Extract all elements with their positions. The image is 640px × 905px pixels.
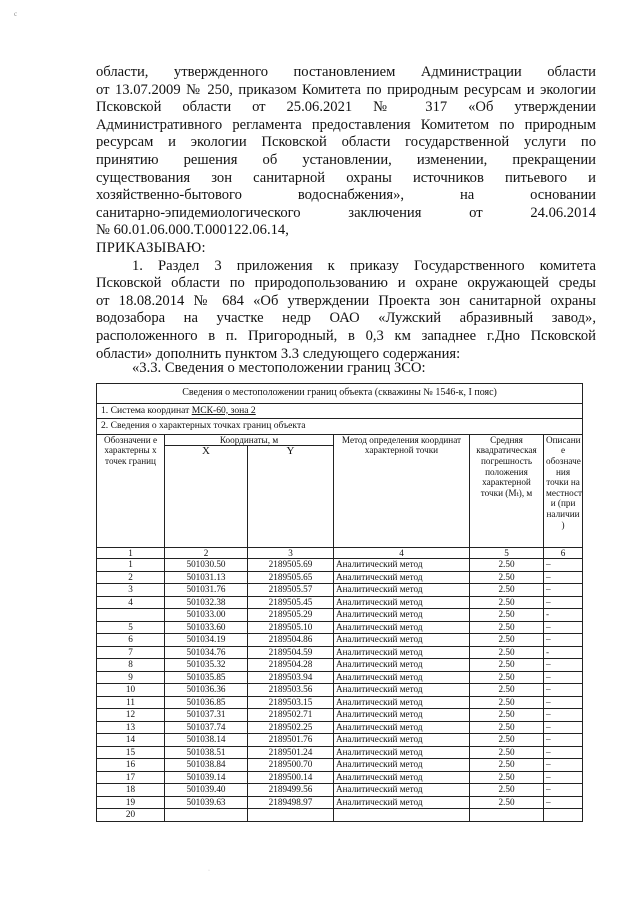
table-row [97,734,583,747]
point-number-cell: 7 [97,646,165,659]
method-cell: Аналитический метод [334,671,470,684]
description-cell: - [544,646,583,659]
y-coordinate-cell: 2189505.45 [248,596,334,609]
table-row [97,671,583,684]
table-body [97,559,583,822]
order-word: ПРИКАЗЫВАЮ: [96,239,206,256]
y-coordinate-cell: 2189504.59 [248,646,334,659]
method-cell: Аналитический метод [334,621,470,634]
y-coordinate-cell: 2189503.56 [248,684,334,697]
y-coordinate-cell: 2189505.65 [248,571,334,584]
table-row [97,584,583,597]
method-cell: Аналитический метод [334,734,470,747]
preamble-line: области, утвержденного постановлением Администрации области [96,64,596,80]
description-cell: – [544,621,583,634]
description-cell: – [544,721,583,734]
y-coordinate-cell: 2189500.14 [248,771,334,784]
y-coordinate-cell: 2189505.10 [248,621,334,634]
description-cell: – [544,771,583,784]
y-coordinate-cell: 2189503.94 [248,671,334,684]
error-cell: 2.50 [470,734,544,747]
error-cell: 2.50 [470,596,544,609]
method-cell: Аналитический метод [334,796,470,809]
error-cell: 2.50 [470,584,544,597]
error-cell: 2.50 [470,709,544,722]
scan-bottom-mark: · [208,868,210,874]
table-row [97,796,583,809]
x-coordinate-cell: 501035.85 [165,671,248,684]
table-row [97,809,583,822]
point-number-cell: 11 [97,696,165,709]
y-coordinate-cell: 2189505.29 [248,609,334,622]
table-row [97,721,583,734]
table-row [97,759,583,772]
table-row [97,559,583,572]
method-cell: Аналитический метод [334,746,470,759]
error-cell: 2.50 [470,746,544,759]
header-description: Описани е обозначе ния точки на местност и (при наличии ) [544,434,583,547]
method-cell: Аналитический метод [334,759,470,772]
description-cell: – [544,671,583,684]
error-cell: 2.50 [470,721,544,734]
coordinate-system-label: 1. Система координат [101,404,192,416]
x-coordinate-cell: 501038.84 [165,759,248,772]
description-cell: – [544,784,583,797]
preamble-line: Административного регламента предоставления Комитетом по природным [96,116,596,133]
point-number-cell: 1 [97,559,165,572]
scan-corner-mark: с [14,10,18,18]
table-row [97,609,583,622]
table-row [97,684,583,697]
column-number: 2 [165,547,248,559]
table-row [97,784,583,797]
x-coordinate-cell: 501034.76 [165,646,248,659]
method-cell: Аналитический метод [334,571,470,584]
description-cell: – [544,571,583,584]
error-cell: 2.50 [470,796,544,809]
y-coordinate-cell: 2189502.25 [248,721,334,734]
error-cell: 2.50 [470,659,544,672]
error-cell: 2.50 [470,609,544,622]
x-coordinate-cell: 501034.19 [165,634,248,647]
column-number: 3 [248,547,334,559]
point-number-cell: 10 [97,684,165,697]
point-number-cell: 9 [97,671,165,684]
preamble-line: Псковской области от 25.06.2021 № 317 «Об утверждении [96,99,596,116]
point-number-cell: 12 [97,709,165,722]
table-row [97,746,583,759]
y-coordinate-cell: 2189503.15 [248,696,334,709]
item1-line: расположенного в п. Пригородный, в 0,3 км западнее г.Дно Псковской [96,327,596,344]
header-error: Средняя квадратическая погрешность положения характерной точки (Мₜ), м [470,434,544,547]
preamble-text [96,64,596,363]
x-coordinate-cell: 501036.36 [165,684,248,697]
error-cell: 2.50 [470,784,544,797]
x-coordinate-cell: 501033.60 [165,621,248,634]
description-cell: – [544,634,583,647]
error-cell: 2.50 [470,671,544,684]
point-number-cell: 5 [97,621,165,634]
point-number-cell: 8 [97,659,165,672]
table-row [97,659,583,672]
preamble-line: санитарно-эпидемиологического заключения от 24.06.2014 [96,204,596,221]
x-coordinate-cell: 501038.51 [165,746,248,759]
y-coordinate-cell [248,809,334,822]
point-number-cell: 17 [97,771,165,784]
x-coordinate-cell: 501038.14 [165,734,248,747]
description-cell: – [544,734,583,747]
preamble-line: принятию решения об установлении, изменении, прекращении [96,151,596,168]
method-cell: Аналитический метод [334,559,470,572]
method-cell: Аналитический метод [334,709,470,722]
preamble-line: № 60.01.06.000.Т.000122.06.14, [96,222,289,239]
y-coordinate-cell: 2189498.97 [248,796,334,809]
header-y: Y [248,446,334,547]
description-cell: – [544,759,583,772]
table-row [97,571,583,584]
method-cell: Аналитический метод [334,659,470,672]
section-title: «3.3. Сведения о местоположении границ ЗСО: [132,360,426,376]
item1-line: Псковской области по природопользованию и охране окружающей среды [96,275,596,292]
item1-line: от 18.08.2014 № 684 «Об утверждении Проекта зон санитарной охраны [96,292,596,309]
method-cell: Аналитический метод [334,646,470,659]
point-number-cell: 3 [97,584,165,597]
point-number-cell: 16 [97,759,165,772]
description-cell: – [544,746,583,759]
point-number-cell: 15 [97,746,165,759]
x-coordinate-cell: 501030.50 [165,559,248,572]
table-row [97,596,583,609]
description-cell: – [544,596,583,609]
coordinate-system-value: МСК-60, зона 2 [191,404,256,416]
x-coordinate-cell: 501039.40 [165,784,248,797]
header-point-designation: Обозначени е характерны х точек границ [97,434,165,547]
error-cell: 2.50 [470,759,544,772]
method-cell: Аналитический метод [334,696,470,709]
y-coordinate-cell: 2189502.71 [248,709,334,722]
error-cell: 2.50 [470,771,544,784]
description-cell: – [544,559,583,572]
point-number-cell: 18 [97,784,165,797]
column-number: 1 [97,547,165,559]
error-cell [470,809,544,822]
description-cell: – [544,709,583,722]
column-number: 5 [470,547,544,559]
table-title: Сведения о местоположении границ объекта (скважины № 1546-к, I пояс) [97,384,583,404]
x-coordinate-cell: 501037.31 [165,709,248,722]
points-section-label: 2. Сведения о характерных точках границ объекта [97,419,583,435]
point-number-cell: 14 [97,734,165,747]
x-coordinate-cell: 501032.38 [165,596,248,609]
x-coordinate-cell: 501039.14 [165,771,248,784]
item1-line: 1. Раздел 3 приложения к приказу Государственного комитета [132,257,596,274]
method-cell: Аналитический метод [334,634,470,647]
method-cell [334,809,470,822]
column-number-row [97,547,583,559]
x-coordinate-cell: 501031.13 [165,571,248,584]
preamble-line: существования зон санитарной охраны источников питьевого и [96,169,596,186]
error-cell: 2.50 [470,571,544,584]
method-cell: Аналитический метод [334,771,470,784]
table-row [97,709,583,722]
x-coordinate-cell: 501035.32 [165,659,248,672]
table-row [97,621,583,634]
x-coordinate-cell [165,809,248,822]
error-cell: 2.50 [470,559,544,572]
point-number-cell: 20 [97,809,165,822]
column-number: 6 [544,547,583,559]
description-cell: – [544,684,583,697]
description-cell: – [544,584,583,597]
description-cell: – [544,796,583,809]
error-cell: 2.50 [470,646,544,659]
y-coordinate-cell: 2189504.86 [248,634,334,647]
y-coordinate-cell: 2189501.76 [248,734,334,747]
preamble-line: хозяйственно-бытового водоснабжения», на основании [96,187,596,204]
method-cell: Аналитический метод [334,721,470,734]
header-coordinates: Координаты, м [165,434,334,446]
preamble-line: ресурсам и экологии Псковской области государственной услуги по [96,134,596,151]
error-cell: 2.50 [470,684,544,697]
error-cell: 2.50 [470,621,544,634]
description-cell [544,809,583,822]
point-number-cell [97,609,165,622]
header-method: Метод определения координат характерной точки [334,434,470,547]
table-row [97,634,583,647]
method-cell: Аналитический метод [334,684,470,697]
method-cell: Аналитический метод [334,784,470,797]
boundary-table [96,383,583,822]
description-cell: – [544,659,583,672]
error-cell: 2.50 [470,634,544,647]
error-cell: 2.50 [470,696,544,709]
x-coordinate-cell: 501036.85 [165,696,248,709]
point-number-cell: 2 [97,571,165,584]
description-cell: – [544,696,583,709]
method-cell: Аналитический метод [334,609,470,622]
table-row [97,646,583,659]
item1-line: области» дополнить пунктом 3.3 следующего содержания: [96,345,461,362]
point-number-cell: 6 [97,634,165,647]
method-cell: Аналитический метод [334,584,470,597]
y-coordinate-cell: 2189504.28 [248,659,334,672]
table-row [97,696,583,709]
method-cell: Аналитический метод [334,596,470,609]
y-coordinate-cell: 2189505.57 [248,584,334,597]
x-coordinate-cell: 501037.74 [165,721,248,734]
y-coordinate-cell: 2189500.70 [248,759,334,772]
x-coordinate-cell: 501033.00 [165,609,248,622]
y-coordinate-cell: 2189501.24 [248,746,334,759]
y-coordinate-cell: 2189499.56 [248,784,334,797]
item1-line: водозабора на участке недр ОАО «Лужский абразивный завод», [96,310,596,327]
point-number-cell: 4 [97,596,165,609]
column-number: 4 [334,547,470,559]
description-cell: - [544,609,583,622]
header-x: X [165,446,248,547]
coordinate-system-row [97,403,583,419]
y-coordinate-cell: 2189505.69 [248,559,334,572]
x-coordinate-cell: 501031.76 [165,584,248,597]
point-number-cell: 13 [97,721,165,734]
point-number-cell: 19 [97,796,165,809]
table-row [97,771,583,784]
x-coordinate-cell: 501039.63 [165,796,248,809]
preamble-line: от 13.07.2009 № 250, приказом Комитета по природным ресурсам и экологии [96,81,596,98]
